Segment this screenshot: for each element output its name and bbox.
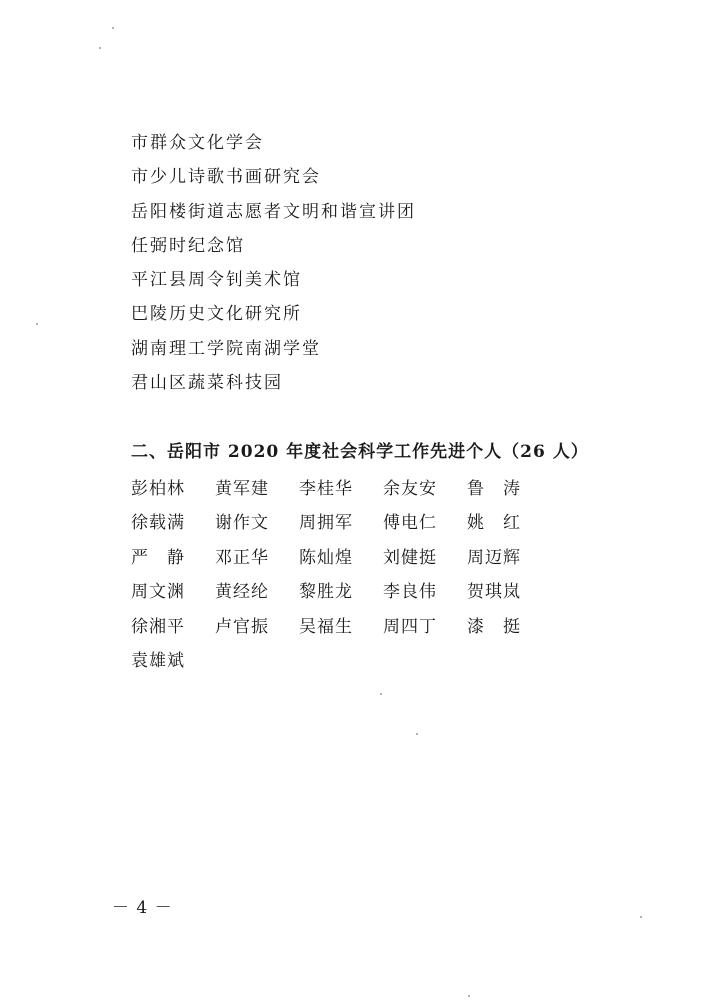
person-name: 卢官振 [215,616,269,637]
person-name: 严静 [131,547,185,568]
scan-speck [99,47,101,49]
person-name: 彭柏林 [131,479,185,499]
organization-item: 市群众文化学会 [131,133,264,153]
person-name: 鲁涛 [467,479,521,499]
person-name: 李桂华 [299,479,353,499]
person-name: 周四丁 [383,616,437,637]
scan-speck [36,323,38,325]
person-name: 陈灿煌 [299,547,353,568]
person-name: 黄军建 [215,479,269,499]
person-name: 贺琪岚 [467,582,521,603]
scan-speck [416,733,418,735]
person-name: 刘健挺 [383,547,437,568]
person-name: 谢作文 [215,513,269,534]
organization-item: 市少儿诗歌书画研究会 [131,167,321,188]
section-heading: 二、岳阳市 2020 年度社会科学工作先进个人（26 人） [131,442,589,462]
person-name: 徐湘平 [131,616,185,637]
person-name: 周迈辉 [467,547,521,568]
organization-item: 君山区蔬菜科技园 [131,373,283,394]
scan-speck [468,995,470,997]
person-name: 黎胜龙 [299,582,353,603]
scan-speck [380,693,382,695]
organization-item: 湖南理工学院南湖学堂 [131,338,321,359]
organization-item: 巴陵历史文化研究所 [131,304,302,325]
person-name: 傅电仁 [383,513,437,534]
organization-item: 平江县周令钊美术馆 [131,270,302,291]
organization-list [131,126,416,400]
person-name: 黄经纶 [215,582,269,603]
person-name: 邓正华 [215,547,269,568]
person-name: 周拥军 [299,513,353,534]
scan-speck [640,916,642,918]
person-name: 周文渊 [131,582,185,603]
organization-item: 任弼时纪念馆 [131,235,245,256]
scan-speck [112,27,114,29]
person-name: 余友安 [383,479,437,499]
page-number: － 4 － [112,898,173,918]
person-name: 李良伟 [383,582,437,603]
person-name: 徐载满 [131,513,185,534]
person-name: 袁雄斌 [131,650,185,671]
advanced-individuals-list [131,472,591,678]
person-name: 漆挺 [467,616,521,637]
person-name: 吴福生 [299,616,353,637]
organization-item: 岳阳楼街道志愿者文明和谐宣讲团 [131,201,416,222]
person-name: 姚红 [467,513,521,534]
